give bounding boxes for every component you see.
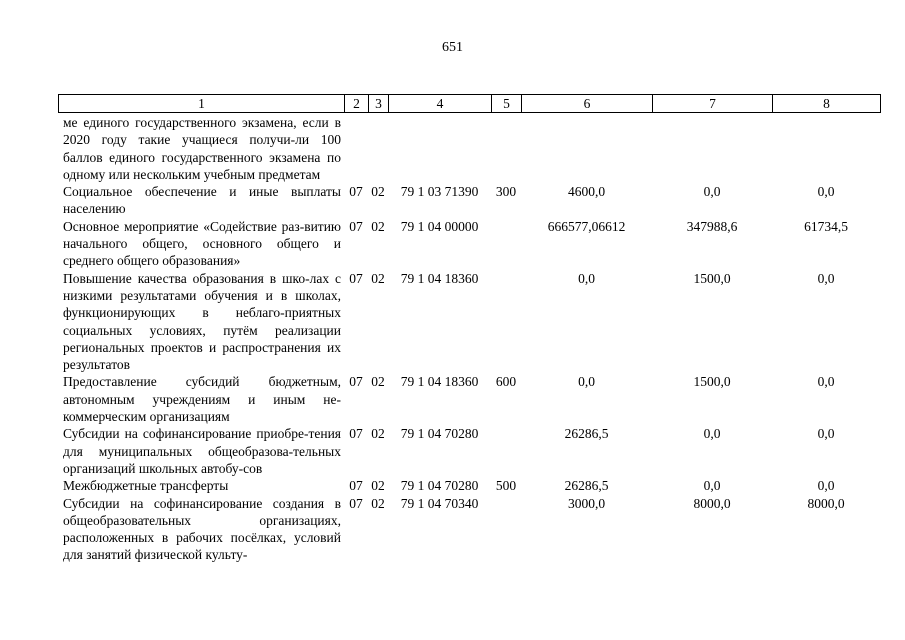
row-subsection: 02 xyxy=(371,426,385,442)
row-amount-col7: 8000,0 xyxy=(693,495,731,511)
row-section: 07 xyxy=(349,478,363,494)
row-target-code: 79 1 04 00000 xyxy=(400,218,479,234)
row-amount-col7: 0,0 xyxy=(703,478,721,494)
column-header-4: 4 xyxy=(389,95,492,113)
row-amount-col8: 0,0 xyxy=(817,478,835,494)
page-number: 651 xyxy=(442,40,463,55)
row-expense-type: 300 xyxy=(495,184,517,200)
row-section: 07 xyxy=(349,270,363,286)
row-amount-col6 xyxy=(521,114,652,183)
row-amount-col6: 3000,0 xyxy=(567,495,606,511)
row-subsection: 02 xyxy=(371,478,385,494)
row-description: Повышение качества образования в шко-лах с низкими результатами обучения и в школах, функционирующих в неблаго-приятных социальных условиях, путём реализации региональных проектов и распространения их результатов xyxy=(63,270,341,373)
row-expense-type xyxy=(491,270,521,374)
column-header-5: 5 xyxy=(492,95,522,113)
row-expense-type xyxy=(491,495,521,564)
row-section: 07 xyxy=(349,495,363,511)
row-section: 07 xyxy=(349,426,363,442)
row-amount-col8: 0,0 xyxy=(817,184,835,200)
row-target-code: 79 1 04 70280 xyxy=(400,426,479,442)
row-amount-col8: 61734,5 xyxy=(804,218,848,234)
table-row xyxy=(58,218,880,270)
row-target-code: 79 1 03 71390 xyxy=(400,184,479,200)
row-section: 07 xyxy=(349,218,363,234)
row-description: Межбюджетные трансферты xyxy=(63,478,229,494)
row-amount-col8: 0,0 xyxy=(817,426,835,442)
row-target-code: 79 1 04 18360 xyxy=(400,270,479,286)
row-expense-type xyxy=(491,114,521,183)
row-amount-col8: 8000,0 xyxy=(807,495,845,511)
table-row xyxy=(58,495,880,564)
row-subsection: 02 xyxy=(371,495,385,511)
budget-table xyxy=(58,114,880,564)
column-header-row xyxy=(59,95,881,113)
row-amount-col6: 4600,0 xyxy=(567,184,606,200)
row-expense-type xyxy=(491,218,521,270)
table-row xyxy=(58,183,880,218)
row-subsection xyxy=(368,114,388,183)
row-description: Социальное обеспечение и иные выплаты населению xyxy=(63,184,341,217)
row-subsection: 02 xyxy=(371,374,385,390)
column-header-8: 8 xyxy=(773,95,881,113)
row-amount-col7 xyxy=(652,114,772,183)
row-expense-type xyxy=(491,425,521,477)
row-subsection: 02 xyxy=(371,184,385,200)
table-row xyxy=(58,373,880,425)
row-amount-col7: 1500,0 xyxy=(693,270,731,286)
row-expense-type: 600 xyxy=(495,374,517,390)
row-target-code: 79 1 04 70280 xyxy=(400,478,479,494)
row-amount-col8: 0,0 xyxy=(817,270,835,286)
row-description: Основное мероприятие «Содействие раз-витию начального общего, основного общего и среднего общего образования» xyxy=(63,218,341,269)
row-amount-col7: 347988,6 xyxy=(686,218,738,234)
column-header-6: 6 xyxy=(522,95,653,113)
row-section: 07 xyxy=(349,374,363,390)
row-amount-col7: 0,0 xyxy=(703,184,721,200)
row-description: Предоставление субсидий бюджетным, автономным учреждениям и иным не-коммерческим организациям xyxy=(63,374,341,425)
row-target-code: 79 1 04 70340 xyxy=(400,495,479,511)
column-header-1: 1 xyxy=(59,95,345,113)
row-amount-col6: 26286,5 xyxy=(564,478,609,494)
column-header-7: 7 xyxy=(653,95,773,113)
row-description: Субсидии на софинансирование создания в общеобразовательных организациях, расположенных в рабочих посёлках, условий для занятий физической культу- xyxy=(63,495,341,563)
column-header-2: 2 xyxy=(345,95,369,113)
row-amount-col7: 1500,0 xyxy=(693,374,731,390)
row-description: ме единого государственного экзамена, если в 2020 году такие учащиеся получи-ли 100 баллов единого государственного экзамена по одному или нескольким учебным предметам xyxy=(63,115,341,182)
row-amount-col8 xyxy=(772,114,880,183)
row-target-code: 79 1 04 18360 xyxy=(400,374,479,390)
row-section: 07 xyxy=(349,184,363,200)
row-amount-col6: 0,0 xyxy=(578,374,595,390)
row-amount-col8: 0,0 xyxy=(817,374,835,390)
table-row xyxy=(58,425,880,477)
row-expense-type: 500 xyxy=(495,478,517,494)
row-amount-col6: 0,0 xyxy=(578,270,595,286)
row-subsection: 02 xyxy=(371,218,385,234)
row-amount-col6: 666577,06612 xyxy=(547,218,626,234)
column-header-3: 3 xyxy=(369,95,389,113)
table-row xyxy=(58,477,880,494)
table-row xyxy=(58,114,880,183)
table-row xyxy=(58,270,880,374)
column-header-table xyxy=(58,94,881,113)
row-amount-col6: 26286,5 xyxy=(564,426,609,442)
row-amount-col7: 0,0 xyxy=(703,426,721,442)
row-subsection: 02 xyxy=(371,270,385,286)
row-target-code xyxy=(388,114,491,183)
row-description: Субсидии на софинансирование приобре-тения для муниципальных общеобразова-тельных организаций школьных автобу-сов xyxy=(63,426,341,476)
row-section xyxy=(344,114,368,183)
